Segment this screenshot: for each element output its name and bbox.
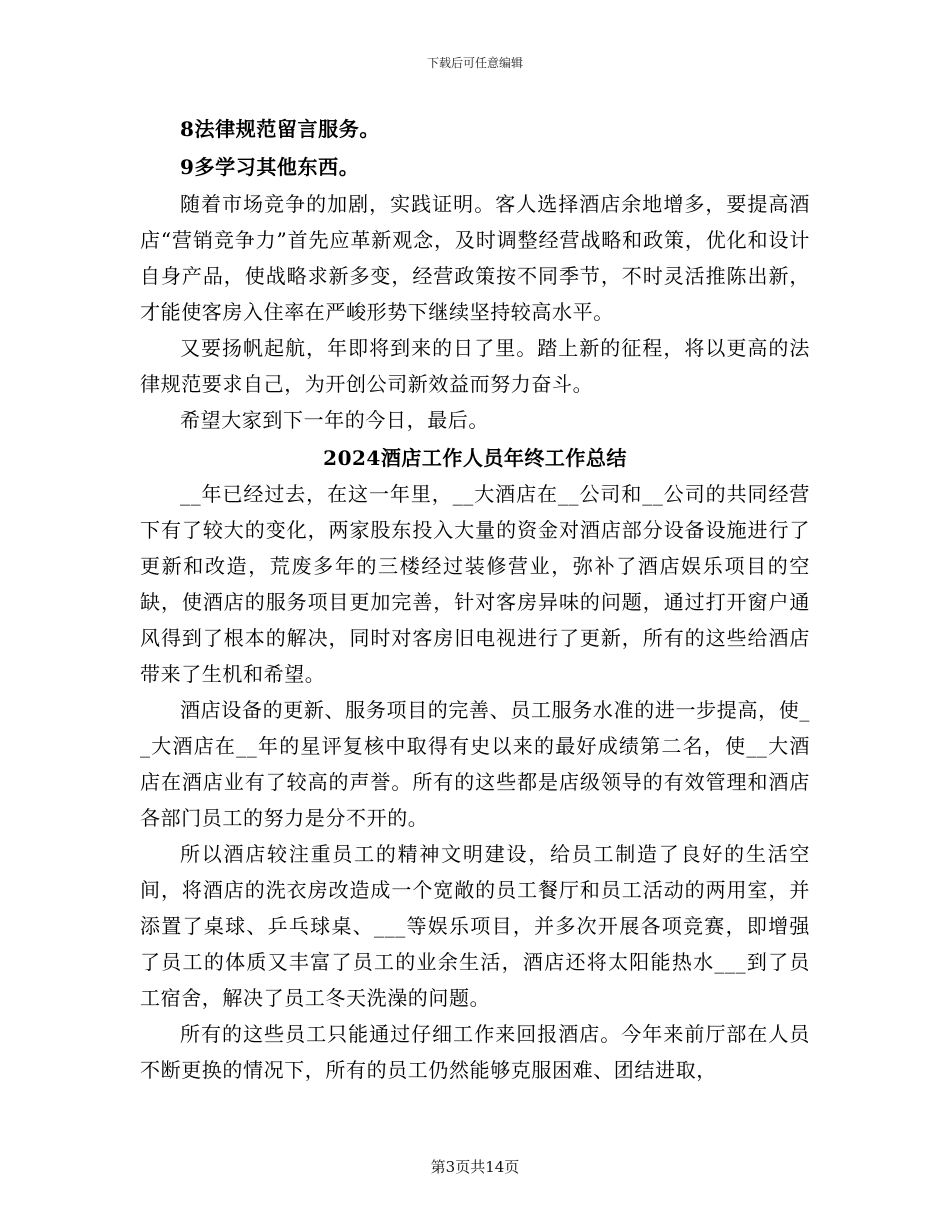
paragraph-market-competition: 随着市场竞争的加剧，实践证明。客人选择酒店余地增多，要提高酒店“营销竞争力”首先应革新观念，及时调整经营战略和政策，优化和设计自身产品，使战略求新多变，经营政策按不同季节，不时灵活推陈出新，才能使客房入住率在严峻形势下继续坚持较高水平。 xyxy=(140,192,810,324)
list-item-9: 9多学习其他东西。 xyxy=(180,155,360,179)
paragraph-new-journey: 又要扬帆起航，年即将到来的日了里。踏上新的征程，将以更高的法律规范要求自己，为开创公司新效益而努力奋斗。 xyxy=(140,336,810,396)
section-title: 2024酒店工作人员年终工作总结 xyxy=(323,446,627,470)
paragraph-star-rating: 酒店设备的更新、服务项目的完善、员工服务水准的进一步提高，使__大酒店在__年的星评复核中取得有史以来的最好成绩第二名，使__大酒店在酒店业有了较高的声誉。所有的这些都是店级领导的有效管理和酒店各部门员工的努力是分不开的。 xyxy=(140,698,810,830)
paragraph-closing-wish: 希望大家到下一年的今日，最后。 xyxy=(180,408,489,432)
paragraph-front-desk: 所有的这些员工只能通过仔细工作来回报酒店。今年来前厅部在人员不断更换的情况下，所有的员工仍然能够克服困难、团结进取， xyxy=(140,1022,810,1082)
paragraph-year-review: __年已经过去，在这一年里，__大酒店在__公司和__公司的共同经营下有了较大的变化，两家股东投入大量的资金对酒店部分设备设施进行了更新和改造，荒废多年的三楼经过装修营业，弥补了酒店娱乐项目的空缺，使酒店的服务项目更加完善，针对客房异味的问题，通过打开窗户通风得到了根本的解决，同时对客房旧电视进行了更新，所有的这些给酒店带来了生机和希望。 xyxy=(140,482,810,686)
page-footer: 第3页共14页 xyxy=(430,1158,520,1176)
page-header: 下载后可任意编辑 xyxy=(426,56,523,70)
paragraph-staff-culture: 所以酒店较注重员工的精神文明建设，给员工制造了良好的生活空间，将酒店的洗衣房改造成一个宽敞的员工餐厅和员工活动的两用室，并添置了桌球、乒乓球桌、___等娱乐项目，并多次开展各项竞赛，即增强了员工的体质又丰富了员工的业余生活，酒店还将太阳能热水___到了员工宿舍，解决了员工冬天洗澡的问题。 xyxy=(140,842,810,1010)
list-item-8: 8法律规范留言服务。 xyxy=(180,117,380,141)
document-body xyxy=(140,110,810,1088)
